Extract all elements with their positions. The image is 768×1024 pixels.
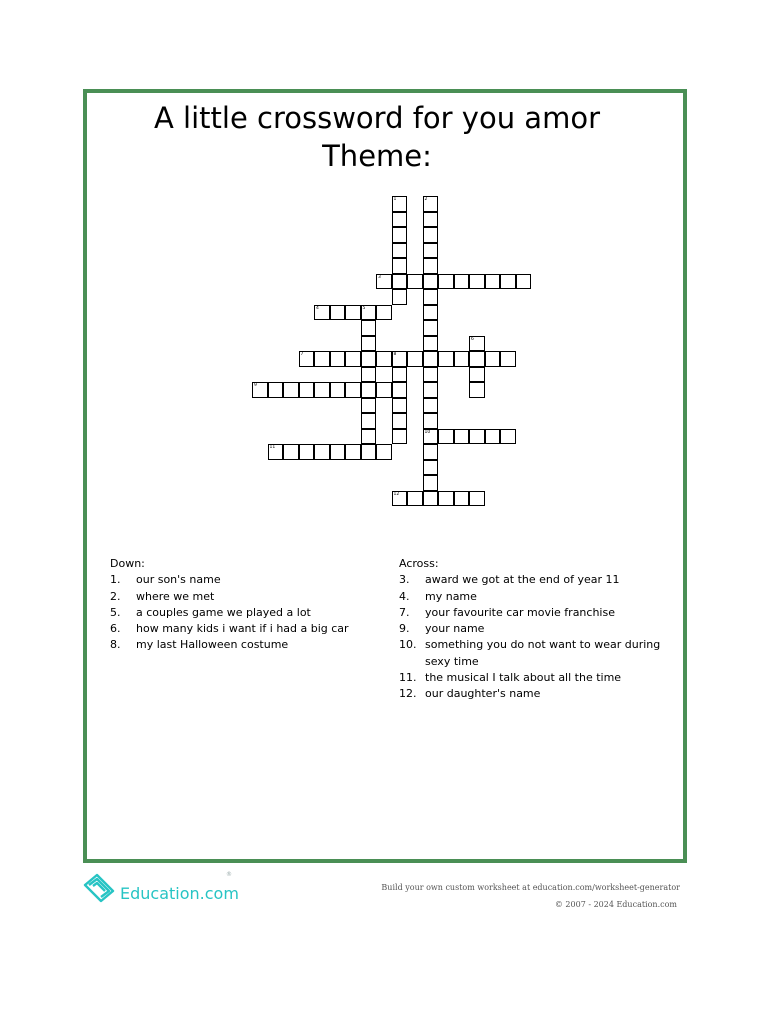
across-heading: Across: [399,557,439,570]
crossword-cell[interactable] [330,351,346,367]
clue-number: 1. [110,573,121,587]
crossword-cell[interactable] [361,367,377,383]
crossword-cell[interactable] [392,274,408,290]
clue-item [399,686,669,702]
crossword-cell[interactable] [423,491,439,507]
crossword-cell[interactable] [345,444,361,460]
clue-number: 12. [399,687,417,701]
crossword-cell[interactable] [407,274,423,290]
clue-text: a couples game we played a lot [136,605,311,619]
title-line-2: Theme: [322,139,432,173]
crossword-cell[interactable] [407,491,423,507]
clue-text: our daughter's name [425,687,541,701]
clue-text: my name [425,589,477,603]
crossword-cell[interactable] [454,491,470,507]
crossword-cell[interactable] [361,398,377,414]
crossword-cell[interactable] [392,227,408,243]
clue-number: 11. [399,671,417,685]
cell-number: 9 [254,383,257,388]
cell-number: 8 [393,352,397,357]
crossword-cell[interactable] [361,444,377,460]
crossword-cell[interactable] [423,320,439,336]
cell-number: 7 [300,352,304,357]
crossword-cell[interactable] [423,289,439,305]
crossword-cell[interactable] [268,444,284,460]
crossword-cell[interactable] [392,382,408,398]
clue-number: 7. [399,605,410,619]
crossword-cell[interactable] [283,444,299,460]
crossword-cell[interactable] [423,196,439,212]
crossword-cell[interactable] [345,351,361,367]
crossword-cell[interactable] [330,305,346,321]
crossword-cell[interactable] [299,444,315,460]
crossword-cell[interactable] [392,413,408,429]
crossword-cell[interactable] [361,305,377,321]
cell-number: 11 [269,445,276,450]
crossword-cell[interactable] [361,351,377,367]
education-logo[interactable] [82,869,242,905]
crossword-cell[interactable] [407,351,423,367]
clue-item [399,621,669,637]
clue-number: 10. [399,638,417,652]
crossword-cell[interactable] [423,398,439,414]
crossword-cell[interactable] [469,336,485,352]
crossword-cell[interactable] [361,413,377,429]
crossword-cell[interactable] [454,351,470,367]
cell-number: 6 [471,336,474,342]
crossword-cell[interactable] [392,258,408,274]
crossword-cell[interactable] [423,336,439,352]
crossword-cell[interactable] [392,196,408,212]
crossword-cell[interactable] [469,367,485,383]
clue-number: 5. [110,605,121,619]
clue-text: my last Halloween costume [136,638,289,652]
copyright-text: © 2007 - 2024 Education.com [554,900,677,909]
crossword-grid [87,93,683,859]
crossword-cell[interactable] [392,429,408,445]
clue-item [399,605,669,621]
crossword-cell[interactable] [299,351,315,367]
crossword-cell[interactable] [423,274,439,290]
crossword-cell[interactable] [516,274,532,290]
crossword-cell[interactable] [454,429,470,445]
crossword-cell[interactable] [423,429,439,445]
crossword-cell[interactable] [314,382,330,398]
cell-number: 5 [362,305,366,311]
crossword-cell[interactable] [485,429,501,445]
clue-number: 2. [110,589,121,603]
crossword-cell[interactable] [500,274,516,290]
crossword-cell[interactable] [423,460,439,476]
crossword-cell[interactable] [376,382,392,398]
crossword-cell[interactable] [376,351,392,367]
crossword-cell[interactable] [392,398,408,414]
clue-item [110,589,380,605]
crossword-cell[interactable] [361,320,377,336]
crossword-cell[interactable] [361,382,377,398]
crossword-cell[interactable] [423,351,439,367]
cell-number: 2 [424,197,428,202]
crossword-cell[interactable] [423,305,439,321]
clue-item [399,572,669,588]
crossword-cell[interactable] [438,351,454,367]
crossword-cell[interactable] [376,305,392,321]
cell-number: 10 [424,429,431,435]
crossword-cell[interactable] [314,305,330,321]
clue-number: 8. [110,638,121,652]
cell-number: 1 [393,197,397,202]
crossword-cell[interactable] [361,429,377,445]
clue-number: 9. [399,622,410,636]
crossword-cell[interactable] [469,274,485,290]
clue-number: 3. [399,573,410,587]
crossword-cell[interactable] [469,382,485,398]
crossword-cell[interactable] [423,243,439,259]
crossword-cell[interactable] [283,382,299,398]
crossword-cell[interactable] [392,243,408,259]
title-line-1: A little crossword for you amor [153,101,600,135]
education-logo-icon [82,871,116,905]
crossword-cell[interactable] [392,289,408,305]
clue-text: your name [425,622,485,636]
clue-number: 4. [399,589,410,603]
crossword-cell[interactable] [330,444,346,460]
crossword-cell[interactable] [469,429,485,445]
crossword-cell[interactable] [392,212,408,228]
crossword-cell[interactable] [345,305,361,321]
crossword-cell[interactable] [423,382,439,398]
crossword-cell[interactable] [252,382,268,398]
crossword-cell[interactable] [299,382,315,398]
crossword-cell[interactable] [485,274,501,290]
crossword-cell[interactable] [423,367,439,383]
down-clues [110,556,380,654]
clue-item [110,572,380,588]
crossword-cell[interactable] [500,429,516,445]
crossword-cell[interactable] [485,351,501,367]
down-heading: Down: [110,557,145,570]
crossword-cell[interactable] [454,274,470,290]
clue-item [399,589,669,605]
crossword-cell[interactable] [314,444,330,460]
crossword-cell[interactable] [469,351,485,367]
crossword-cell[interactable] [469,491,485,507]
across-clues [399,556,669,703]
clue-number: 6. [110,622,121,636]
clue-text: your favourite car movie franchise [425,605,615,619]
crossword-cell[interactable] [423,227,439,243]
crossword-cell[interactable] [423,475,439,491]
clue-item [399,637,669,670]
worksheet [83,89,687,863]
clue-item [110,605,380,621]
crossword-cell[interactable] [392,491,408,507]
crossword-cell[interactable] [438,429,454,445]
crossword-cell[interactable] [392,351,408,367]
logo-text: Education.com [120,884,239,903]
build-worksheet-link[interactable]: Build your own custom worksheet at education.com/worksheet-generator [381,883,680,892]
crossword-cell[interactable] [438,274,454,290]
crossword-cell[interactable] [268,382,284,398]
cell-number: 12 [393,491,400,497]
crossword-cell[interactable] [423,444,439,460]
clue-text: our son's name [136,573,221,587]
clue-text: where we met [136,589,215,603]
registered-mark: ® [226,871,232,878]
crossword-cell[interactable] [392,367,408,383]
clue-text: award we got at the end of year 11 [425,573,620,587]
clue-item [110,621,380,637]
crossword-cell[interactable] [330,382,346,398]
crossword-cell[interactable] [500,351,516,367]
crossword-cell[interactable] [361,336,377,352]
crossword-cell[interactable] [423,212,439,228]
cell-number: 4 [316,305,319,311]
crossword-cell[interactable] [376,274,392,290]
clue-text: something you do not want to wear during sexy time [425,638,661,668]
clue-item [110,637,380,653]
crossword-cell[interactable] [423,258,439,274]
crossword-cell[interactable] [423,413,439,429]
clue-item [399,670,669,686]
clue-text: how many kids i want if i had a big car [136,622,349,636]
crossword-cell[interactable] [314,351,330,367]
crossword-cell[interactable] [345,382,361,398]
crossword-cell[interactable] [438,491,454,507]
clue-text: the musical I talk about all the time [425,671,622,685]
crossword-cell[interactable] [376,444,392,460]
cell-number: 3 [378,274,381,280]
